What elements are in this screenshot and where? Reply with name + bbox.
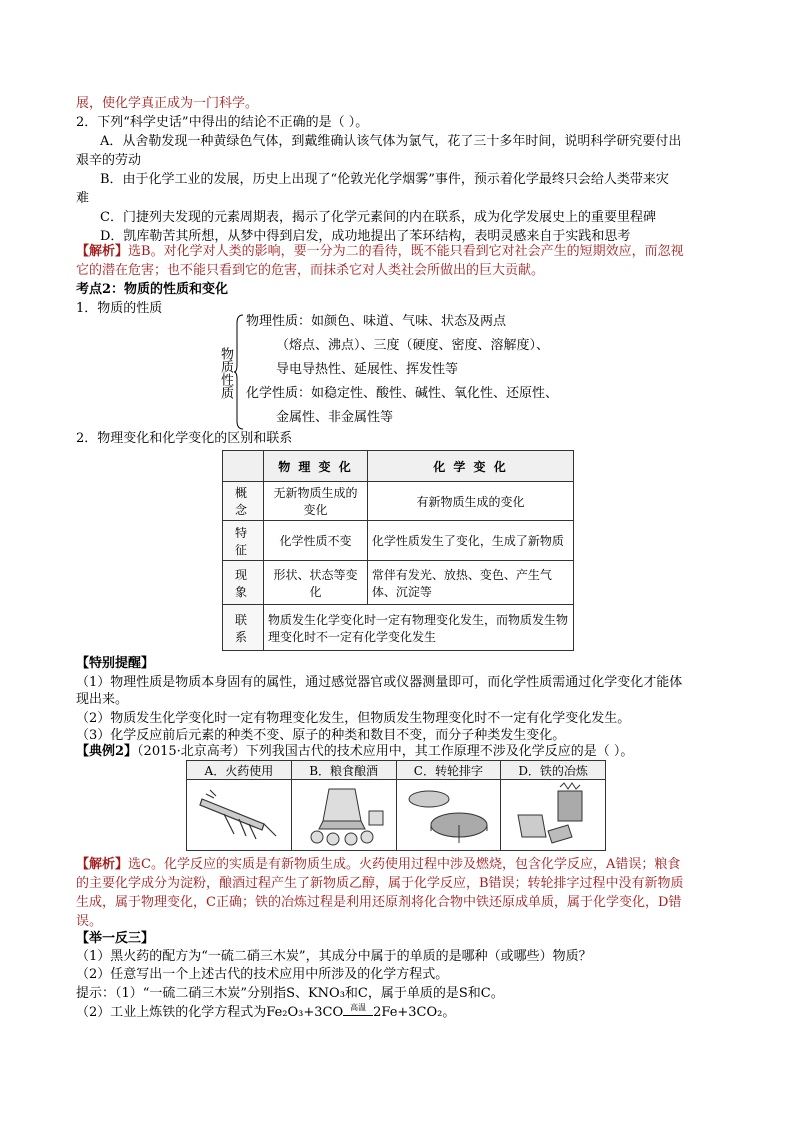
cell: 无新物质生成的变化 [264, 482, 368, 521]
chemical-property-line1: 化学性质：如稳定性、酸性、碱性、氧化性、还原性、 [246, 386, 559, 401]
cell: 常伴有发光、放热、变色、产生气体、沉淀等 [367, 561, 573, 605]
hint-2 [76, 1004, 455, 1022]
tip-2: （2）物质发生化学变化时一定有物理变化发生，但物质发生物理变化时不一定有化学变化发生。 [76, 711, 631, 726]
reaction-arrow [343, 1003, 373, 1016]
tip-1: （1）物理性质是物质本身固有的属性，通过感觉器官或仪器测量即可，而化学性质需通过化学变化才能体 [76, 675, 683, 690]
answer-cont: 它的潜在危害；也不能只看到它的危害，而抹杀它对人类社会所做出的巨大贡献。 [76, 263, 545, 278]
example-answer-cont: 的主要化学成分为淀粉，酿酒过程产生了新物质乙醇，属于化学反应，B错误；转轮排字过程中没有新物质 [76, 876, 684, 891]
answer-text: 选B。对化学对人类的影响，要一分为二的看待，既不能只看到它对社会产生的短期效应，而忽视 [128, 244, 684, 259]
option-a-cont: 艰辛的劳动 [76, 153, 142, 168]
table-corner [223, 451, 264, 482]
example-answer-tag: 【解析】 [76, 857, 129, 872]
row-label: 概 念 [223, 482, 264, 521]
hint-1: 提示：（1）“一硫二硝三木炭”分别指S、KNO₃和C，属于单质的是S和C。 [76, 986, 504, 1001]
option-label: A．火药使用 [187, 761, 292, 780]
text-line: 展，使化学真正成为一门科学。 [76, 96, 259, 111]
option-image-table [186, 760, 606, 851]
row-label: 特 征 [223, 521, 264, 561]
table-row [223, 561, 574, 605]
iron-smelting-illustration [501, 780, 606, 851]
question-2: 2．下列“科学史话”中得出的结论不正确的是（ ）。 [76, 115, 369, 130]
reaction-condition: 高温 [350, 1003, 367, 1012]
cell: 有新物质生成的变化 [367, 482, 573, 521]
table-row [223, 605, 574, 651]
option-a: A．从舍勒发现一种黄绿色气体，到戴维确认该气体为氯气，花了三十多年时间，说明科学研究要付出 [100, 134, 682, 149]
answer-tag: 【解析】 [76, 244, 129, 259]
header-chemical: 化 学 变 化 [367, 451, 573, 482]
physical-property-line1: 物理性质：如颜色、味道、气味、状态及两点 [246, 314, 507, 329]
example-2 [76, 743, 633, 761]
follow-up-title: 【举一反三】 [76, 931, 155, 946]
tip-title: 【特别提醒】 [76, 656, 155, 671]
property-brace-diagram [220, 313, 600, 431]
example-answer-text: 选C。化学反应的实质是有新物质生成。火药使用过程中涉及燃烧，包含化学反应，A错误；粮食 [128, 857, 681, 872]
equation-right: 2Fe+3CO₂。 [373, 1005, 456, 1020]
brewing-illustration [291, 780, 396, 851]
brace-label: 物质性质 [218, 347, 233, 399]
example-answer [76, 856, 680, 874]
option-label: B．粮食酿酒 [291, 761, 396, 780]
cell: 形状、状态等变化 [264, 561, 368, 605]
option-header-row [187, 761, 606, 780]
table-row [223, 482, 574, 521]
option-d: D．凯库勒苦其所想，从梦中得到启发，成功地提出了苯环结构，表明灵感来自于实践和思考 [100, 229, 631, 244]
row-label: 联 系 [223, 605, 264, 651]
brace-icon [234, 313, 244, 431]
movable-type-illustration [396, 780, 501, 851]
answer-line [76, 243, 684, 261]
gunpowder-illustration [187, 780, 292, 851]
table-header-row [223, 451, 574, 482]
section-title: 考点2：物质的性质和变化 [76, 282, 229, 297]
subsection-1: 1．物质的性质 [76, 301, 163, 316]
follow-up-q2: （2）任意写出一个上述古代的技术应用中所涉及的化学方程式。 [76, 967, 449, 982]
option-b-cont: 难 [76, 191, 90, 206]
option-label: C．转轮排字 [396, 761, 501, 780]
example-tag: 【典例2】 [76, 744, 138, 759]
tip-1-cont: 现出来。 [76, 692, 129, 707]
cell: 化学性质不变 [264, 521, 368, 561]
subsection-2: 2．物理变化和化学变化的区别和联系 [76, 431, 293, 446]
physical-property-line2: （熔点、沸点）、三度（硬度、密度、溶解度）、 [276, 338, 550, 353]
table-row [223, 521, 574, 561]
equation-left: （2）工业上炼铁的化学方程式为Fe₂O₃+3CO [76, 1005, 344, 1020]
row-label: 现 象 [223, 561, 264, 605]
follow-up-q1: （1）黑火药的配方为“一硫二硝三木炭”，其成分中属于的单质的是哪种（或哪些）物质？ [76, 949, 592, 964]
cell: 物质发生化学变化时一定有物理变化发生，而物质发生物理变化时不一定有化学变化发生 [264, 605, 574, 651]
option-b: B．由于化学工业的发展，历史上出现了“伦敦光化学烟雾”事件，预示着化学最终只会给人类带来灾 [100, 172, 669, 187]
tip-3: （3）化学反应前后元素的种类不变、原子的种类和数目不变，而分子种类发生变化。 [76, 728, 566, 743]
option-c: C．门捷列夫发现的元素周期表，揭示了化学元素间的内在联系，成为化学发展史上的重要里程碑 [100, 210, 656, 225]
comparison-table [222, 450, 574, 651]
chemical-property-line2: 金属性、非金属性等 [276, 410, 394, 425]
option-picture-row [187, 780, 606, 851]
option-label: D．铁的冶炼 [501, 761, 606, 780]
example-answer-cont: 误。 [76, 914, 103, 929]
physical-property-line3: 导电导热性、延展性、挥发性等 [276, 362, 459, 377]
example-question: （2015·北京高考）下列我国古代的技术应用中，其工作原理不涉及化学反应的是（ ）。 [137, 744, 634, 759]
cell: 化学性质发生了变化，生成了新物质 [367, 521, 573, 561]
header-physical: 物 理 变 化 [264, 451, 368, 482]
example-answer-cont: 生成，属于物理变化，C正确；铁的冶炼过程是利用还原剂将化合物中铁还原成单质，属于化学变化，D错 [76, 895, 682, 910]
